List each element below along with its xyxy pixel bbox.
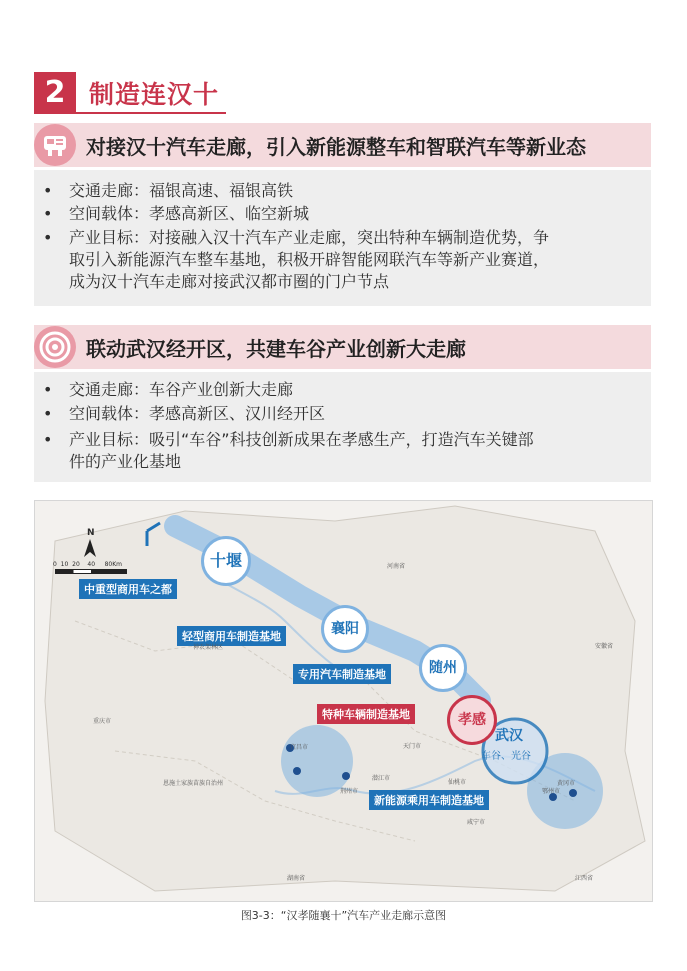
place-name: 天门市	[403, 743, 422, 750]
label-special-purpose: 专用汽车制造基地	[293, 664, 391, 684]
city-xiangyang: 襄阳	[321, 605, 369, 653]
label-new-energy: 新能源乘用车制造基地	[369, 790, 489, 810]
place-name: 荆州市	[340, 788, 359, 795]
place-name: 鄂州市	[542, 788, 561, 795]
map-svg	[35, 501, 652, 901]
place-name: 江西省	[575, 875, 594, 882]
city-shiyan: 十堰	[201, 536, 251, 586]
section-rule	[76, 112, 226, 114]
section-number: 2	[34, 72, 76, 114]
scale-bar	[55, 569, 127, 574]
figure-caption: 图3-3：“汉孝随襄十”汽车产业走廊示意图	[240, 909, 447, 922]
block2-title: 联动武汉经开区，共建车谷产业创新大走廊	[86, 337, 466, 361]
place-name: 湖南省	[287, 875, 306, 882]
place-name: 仙桃市	[448, 779, 467, 786]
place-name: 潜江市	[372, 775, 391, 782]
place-name: 神农架林区	[193, 644, 224, 651]
section-title: 制造连汉十	[89, 80, 220, 109]
place-name: 河南省	[387, 563, 406, 570]
place-name: 宜昌市	[290, 744, 309, 751]
label-heavy-truck: 中重型商用车之都	[79, 579, 177, 599]
place-name: 恩施土家族苗族自治州	[163, 780, 224, 787]
place-name: 安徽省	[595, 643, 614, 650]
city-wuhan: 武汉	[495, 728, 523, 744]
place-name: 重庆市	[93, 718, 112, 725]
block1-title: 对接汉十汽车走廊，引入新能源整车和智联汽车等新业态	[86, 135, 586, 159]
corridor-map	[34, 500, 653, 902]
label-light-truck: 轻型商用车制造基地	[177, 626, 286, 646]
block1-header	[34, 123, 651, 167]
car-dashboard-icon	[34, 124, 76, 166]
target-circle-icon	[34, 326, 76, 368]
place-name: 黄冈市	[557, 780, 576, 787]
place-name: 咸宁市	[467, 819, 486, 826]
map-scale: 0 10 20 40 80Km	[53, 561, 123, 568]
north-arrow-icon	[84, 539, 96, 557]
city-xiaogan: 孝感	[447, 695, 497, 745]
label-special-vehicle: 特种车辆制造基地	[317, 704, 415, 724]
city-suizhou: 随州	[419, 644, 467, 692]
block2-header	[34, 325, 651, 369]
north-label: N	[87, 528, 95, 538]
wuhan-sub-label: 车谷、光谷	[481, 751, 531, 762]
